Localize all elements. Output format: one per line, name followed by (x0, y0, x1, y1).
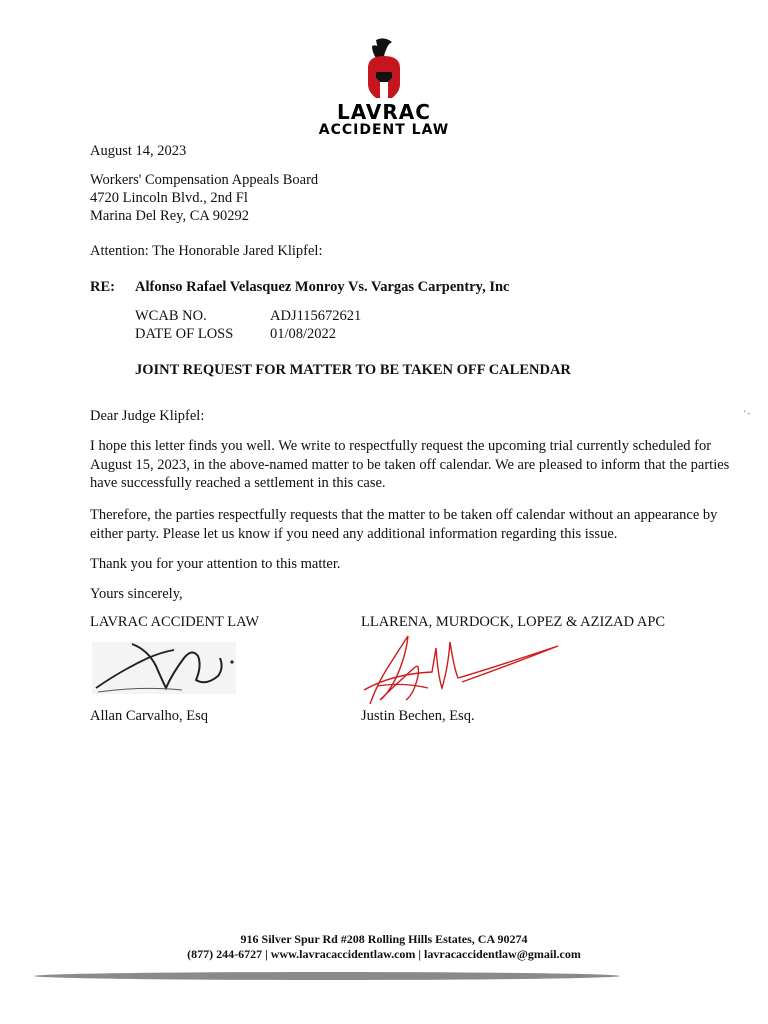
recipient-line-3: Marina Del Rey, CA 90292 (90, 208, 249, 224)
logo-subtitle: ACCIDENT LAW (318, 122, 450, 138)
body-paragraph-1: I hope this letter finds you well. We write to respectfully request the upcoming trial currently scheduled for August 15, 2023, in the above-named matter to be taken off calendar. We are pleased to inform that the parties have successfully reached a settlement in this case. (90, 438, 730, 491)
footer-divider (34, 972, 620, 980)
letterhead (0, 38, 768, 138)
footer-address: 916 Silver Spur Rd #208 Rolling Hills Estates, CA 90274 (240, 932, 528, 946)
left-signature (92, 636, 238, 696)
closing: Yours sincerely, (90, 586, 183, 602)
wcab-value: ADJ115672621 (270, 308, 362, 324)
left-firm-name: LAVRAC ACCIDENT LAW (90, 614, 260, 630)
re-title: Alfonso Rafael Velasquez Monroy Vs. Vargas Carpentry, Inc (135, 279, 510, 295)
attention-line: Attention: The Honorable Jared Klipfel: (90, 243, 323, 259)
left-signatory-name: Allan Carvalho, Esq (90, 708, 208, 724)
letter-date: August 14, 2023 (90, 143, 187, 159)
body-paragraph-2: Therefore, the parties respectfully requests that the matter to be taken off calendar without an appearance by either party. Please let us know if you need any additional information regarding this issue. (90, 507, 718, 542)
wcab-label: WCAB NO. (135, 308, 207, 324)
body-paragraph-3: Thank you for your attention to this matter. (90, 556, 341, 572)
right-signature (362, 628, 562, 710)
footer-contact: (877) 244-6727 | www.lavracaccidentlaw.com | lavracaccidentlaw@gmail.com (187, 947, 581, 961)
recipient-line-2: 4720 Lincoln Blvd., 2nd Fl (90, 190, 248, 206)
logo-name: LAVRAC (337, 100, 431, 124)
salutation: Dear Judge Klipfel: (90, 408, 205, 424)
date-of-loss-value: 01/08/2022 (270, 326, 337, 342)
date-of-loss-label: DATE OF LOSS (135, 326, 234, 342)
recipient-line-1: Workers' Compensation Appeals Board (90, 172, 319, 188)
re-label: RE: (90, 279, 115, 295)
right-signatory-name: Justin Bechen, Esq. (361, 708, 475, 724)
margin-mark: ' - (744, 409, 751, 418)
subject-heading: JOINT REQUEST FOR MATTER TO BE TAKEN OFF CALENDAR (135, 362, 571, 378)
right-firm-name: LLARENA, MURDOCK, LOPEZ & AZIZAD APC (361, 614, 666, 630)
spartan-helmet-logo-icon (362, 38, 406, 100)
